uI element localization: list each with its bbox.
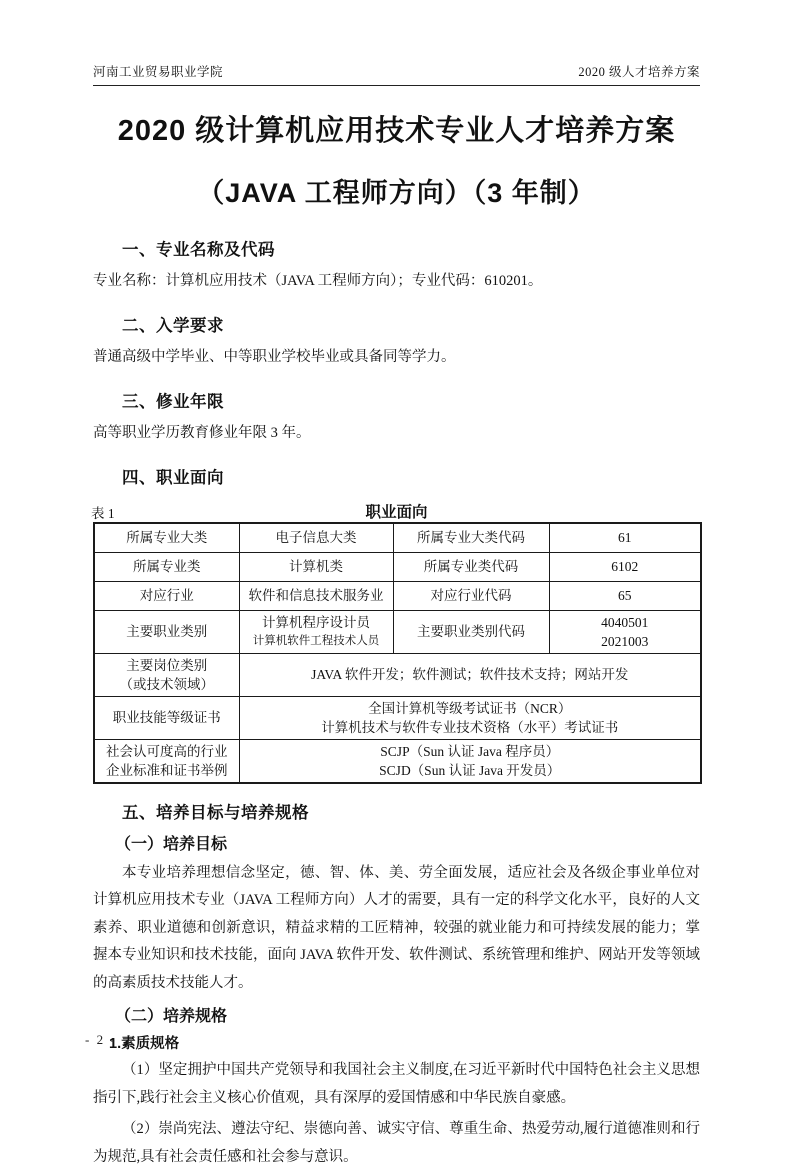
table-cell-line: 全国计算机等级考试证书（NCR）	[368, 700, 572, 716]
table-cell-label: 对应行业代码	[393, 581, 549, 610]
page-number: - 2 -	[85, 1032, 117, 1047]
table-cell-label	[94, 739, 239, 783]
table-cell-label: 所属专业类代码	[393, 552, 549, 581]
table-cell-span-value	[239, 739, 701, 783]
table-cell-line: 2021003	[601, 633, 649, 649]
section-heading-3: 三、修业年限	[122, 393, 224, 411]
table-cell-label: 所属专业大类代码	[393, 523, 549, 552]
section-body-1: 专业名称：计算机应用技术（JAVA 工程师方向）；专业代码：610201。	[93, 273, 543, 289]
table-cell-value	[239, 610, 393, 653]
table-cell-label: 所属专业大类	[94, 523, 239, 552]
table-row	[94, 581, 701, 610]
table-cell-label: 职业技能等级证书	[94, 696, 239, 739]
table-row	[94, 610, 701, 653]
table-cell-line: （或技术领域）	[119, 676, 214, 692]
occupation-table	[93, 522, 702, 784]
table-cell-label: 对应行业	[94, 581, 239, 610]
table-cell-label: 所属专业类	[94, 552, 239, 581]
section-body-3: 高等职业学历教育修业年限 3 年。	[93, 425, 311, 441]
doc-title: 2020 级计算机应用技术专业人才培养方案	[117, 115, 676, 147]
quality-spec-item-1: （1）坚定拥护中国共产党领导和我国社会主义制度,在习近平新时代中国特色社会主义思想指引下,践行社会主义核心价值观，具有深厚的爱国情感和中华民族自豪感。	[93, 1062, 700, 1106]
table-cell-span-value: JAVA 软件开发；软件测试；软件技术支持；网站开发	[239, 653, 701, 696]
table-cell-value: 6102	[549, 552, 701, 581]
table-cell-value: 计算机类	[239, 552, 393, 581]
subsection-heading-goal: （一）培养目标	[115, 835, 228, 853]
table-cell-value	[549, 610, 701, 653]
doc-subtitle: （JAVA 工程师方向）（3 年制）	[197, 178, 596, 208]
table-cell-line: 社会认可度高的行业	[106, 743, 228, 759]
table-cell-line: 4040501	[601, 614, 649, 630]
table-cell-value: 61	[549, 523, 701, 552]
subsection-heading-spec: （二）培养规格	[115, 1008, 228, 1025]
table-cell-line: 主要岗位类别	[126, 657, 208, 673]
table-cell-line: 计算机软件工程技术人员	[252, 634, 380, 647]
table-cell-value: 电子信息大类	[239, 523, 393, 552]
training-goal-paragraph: 本专业培养理想信念坚定，德、智、体、美、劳全面发展，适应社会及各级企事业单位对计算机应用技术专业（JAVA 工程师方向）人才的需要，具有一定的科学文化水平，良好的人文素养、职业道德和创新意识，精益求精的工匠精神，较强的就业能力和可持续发展的能力；掌握本专业知识和技术技能，面向 JAVA 软件开发、软件测试、系统管理和维护、网站开发等领域的高素质技术技能人才。	[93, 864, 700, 991]
table-cell-line: SCJP（Sun 认证 Java 程序员）	[380, 743, 560, 759]
page-header	[93, 62, 700, 86]
table-cell-label: 主要职业类别代码	[393, 610, 549, 653]
table-caption-title: 职业面向	[365, 504, 428, 521]
section-heading-5: 五、培养目标与培养规格	[122, 803, 309, 822]
section-heading-2: 二、入学要求	[122, 317, 224, 335]
table-row	[94, 739, 701, 783]
table-row	[94, 523, 701, 552]
table-cell-line: SCJD（Sun 认证 Java 开发员）	[379, 762, 561, 778]
table-cell-line: 计算机技术与软件专业技术资格（水平）考试证书	[321, 719, 619, 735]
table-cell-value: 65	[549, 581, 701, 610]
header-doc-type: 2020 级人才培养方案	[578, 65, 700, 79]
table-cell-span-value	[239, 696, 701, 739]
table-row	[94, 653, 701, 696]
table-cell-label	[94, 653, 239, 696]
numbered-heading-quality-spec: 1.素质规格	[109, 1036, 180, 1052]
table-cell-line: 企业标准和证书举例	[106, 762, 228, 778]
section-body-2: 普通高级中学毕业、中等职业学校毕业或具备同等学力。	[93, 349, 456, 365]
table-cell-label: 主要职业类别	[94, 610, 239, 653]
table-caption-number: 表 1	[91, 506, 115, 521]
table-cell-value: 软件和信息技术服务业	[239, 581, 393, 610]
table-row	[94, 552, 701, 581]
table-caption	[93, 500, 700, 522]
section-heading-1: 一、专业名称及代码	[122, 241, 275, 259]
table-cell-line: 计算机程序设计员	[262, 614, 370, 630]
section-heading-4: 四、职业面向	[122, 469, 224, 487]
quality-spec-item-2: （2）崇尚宪法、遵法守纪、崇德向善、诚实守信、尊重生命、热爱劳动,履行道德准则和行为规范,具有社会责任感和社会参与意识。	[93, 1121, 700, 1165]
header-school-name: 河南工业贸易职业学院	[93, 65, 224, 79]
table-row	[94, 696, 701, 739]
